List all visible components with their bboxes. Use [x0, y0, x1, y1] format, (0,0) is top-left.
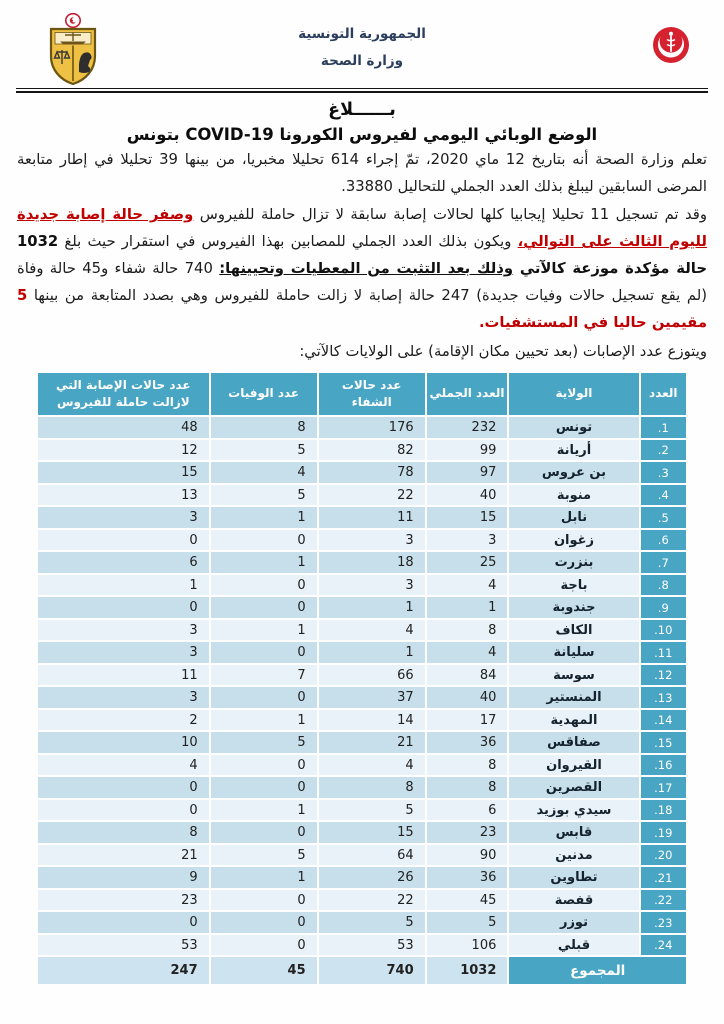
recovered-cases-cell: 176 — [319, 417, 425, 438]
recovered-cases-cell: 64 — [319, 845, 425, 866]
recovered-cases-cell: 5 — [319, 800, 425, 821]
deaths-cell: 8 — [211, 417, 317, 438]
row-index-cell: 21. — [641, 867, 686, 888]
table-row — [38, 530, 686, 551]
governorate-name-cell: تطاوين — [509, 867, 638, 888]
row-index-cell: 7. — [641, 552, 686, 573]
deaths-cell: 0 — [211, 755, 317, 776]
paragraph-distribution-intro — [17, 338, 707, 365]
deaths-cell: 4 — [211, 462, 317, 483]
deaths-cell: 5 — [211, 732, 317, 753]
cases-by-governorate-table — [36, 371, 688, 987]
total-cases-cell: 5 — [427, 912, 508, 933]
total-label-cell: المجموع — [509, 957, 686, 984]
total-cases-cell: 6 — [427, 800, 508, 821]
lab-tests-text: تعلم وزارة الصحة أنه بتاريخ 12 ماي 2020، تمّ إجراء 614 تحليلا مخبريا، من بينها 39 تحليلا في إطار متابعة المرضى السابقين ليبلغ بذلك العدد الجملي للتحاليل 33880. — [17, 151, 708, 196]
tunisia-coat-of-arms-icon — [44, 12, 102, 88]
table-row — [38, 845, 686, 866]
governorate-name-cell: زغوان — [509, 530, 638, 551]
active-carrier-cases-cell: 10 — [38, 732, 209, 753]
total-cases-cell: 17 — [427, 710, 508, 731]
row-index-cell: 10. — [641, 620, 686, 641]
total-cases-cell: 36 — [427, 732, 508, 753]
header-divider — [16, 88, 708, 93]
recovered-cases-cell: 26 — [319, 867, 425, 888]
total-cases-cell: 8 — [427, 755, 508, 776]
active-carrier-cases-cell: 13 — [38, 485, 209, 506]
table-row — [38, 620, 686, 641]
governorate-name-cell: القيروان — [509, 755, 638, 776]
recovered-cases-cell: 4 — [319, 620, 425, 641]
col-header-total: العدد الجملي — [427, 373, 508, 416]
total-cases-cell: 4 — [427, 575, 508, 596]
active-carrier-cases-cell: 4 — [38, 755, 209, 776]
governorate-name-cell: الكاف — [509, 620, 638, 641]
recovered-cases-cell: 3 — [319, 575, 425, 596]
recovered-cases-cell: 18 — [319, 552, 425, 573]
governorate-name-cell: صفاقس — [509, 732, 638, 753]
total-deaths-sum-cell: 45 — [211, 957, 317, 984]
deaths-cell: 1 — [211, 800, 317, 821]
recovered-cases-cell: 15 — [319, 822, 425, 843]
governorate-name-cell: قابس — [509, 822, 638, 843]
table-row — [38, 867, 686, 888]
row-index-cell: 15. — [641, 732, 686, 753]
col-header-active-carriers: عدد حالات الإصابة التي لازالت حاملة للفيروس — [38, 373, 209, 416]
recovered-cases-cell: 37 — [319, 687, 425, 708]
col-header-governorate: الولاية — [509, 373, 638, 416]
table-header-row — [38, 373, 686, 416]
recovered-cases-cell: 21 — [319, 732, 425, 753]
bulletin-body — [17, 146, 707, 365]
governorate-name-cell: سليانة — [509, 642, 638, 663]
table-row — [38, 552, 686, 573]
active-carrier-cases-cell: 3 — [38, 507, 209, 528]
paragraph-case-counts — [17, 201, 707, 336]
paragraph-lab-tests — [17, 146, 707, 200]
col-header-index: العدد — [641, 373, 686, 416]
total-cases-cell: 8 — [427, 620, 508, 641]
republic-title: الجمهورية التونسية — [298, 26, 426, 42]
deaths-cell: 0 — [211, 912, 317, 933]
active-carrier-cases-cell: 12 — [38, 440, 209, 461]
active-carrier-cases-cell: 11 — [38, 665, 209, 686]
table-row — [38, 912, 686, 933]
table-row — [38, 890, 686, 911]
active-carrier-cases-cell: 21 — [38, 845, 209, 866]
document-header — [0, 0, 724, 78]
recovered-cases-cell: 14 — [319, 710, 425, 731]
total-cases-cell: 3 — [427, 530, 508, 551]
deaths-cell: 1 — [211, 507, 317, 528]
governorate-name-cell: نابل — [509, 507, 638, 528]
governorate-name-cell: جندوبة — [509, 597, 638, 618]
table-row — [38, 800, 686, 821]
total-cases-cell: 84 — [427, 665, 508, 686]
governorate-name-cell: سوسة — [509, 665, 638, 686]
governorate-name-cell: منوبة — [509, 485, 638, 506]
governorate-name-cell: تونس — [509, 417, 638, 438]
deaths-cell: 0 — [211, 890, 317, 911]
total-cases-cell: 8 — [427, 777, 508, 798]
deaths-cell: 1 — [211, 867, 317, 888]
active-carrier-cases-cell: 9 — [38, 867, 209, 888]
col-header-recovered: عدد حالات الشفاء — [319, 373, 425, 416]
confirmed-total-highlight: 1032 حالة مؤكدة موزعة كالآتي — [17, 233, 707, 278]
active-carrier-cases-cell: 0 — [38, 800, 209, 821]
table-total-row — [38, 957, 686, 984]
row-index-cell: 16. — [641, 755, 686, 776]
row-index-cell: 13. — [641, 687, 686, 708]
governorate-name-cell: أريانة — [509, 440, 638, 461]
total-cases-cell: 97 — [427, 462, 508, 483]
row-index-cell: 19. — [641, 822, 686, 843]
hospitalized-highlight: 5 مقيمين حاليا في المستشفيات. — [17, 287, 707, 332]
active-carrier-cases-cell: 0 — [38, 597, 209, 618]
active-carrier-cases-cell: 15 — [38, 462, 209, 483]
row-index-cell: 9. — [641, 597, 686, 618]
governorate-name-cell: باجة — [509, 575, 638, 596]
active-carrier-cases-cell: 2 — [38, 710, 209, 731]
recovered-cases-cell: 22 — [319, 485, 425, 506]
bulletin-subtitle: الوضع الوبائي اليومي لفيروس الكورونا COVID-19 بتونس — [126, 125, 598, 144]
recovered-cases-cell: 82 — [319, 440, 425, 461]
governorate-name-cell: بنزرت — [509, 552, 638, 573]
health-ministry-logo-icon — [652, 26, 690, 64]
table-row — [38, 710, 686, 731]
total-cases-cell: 45 — [427, 890, 508, 911]
row-index-cell: 4. — [641, 485, 686, 506]
recovered-cases-cell: 66 — [319, 665, 425, 686]
total-cases-cell: 99 — [427, 440, 508, 461]
governorate-name-cell: القصرين — [509, 777, 638, 798]
recovered-cases-cell: 4 — [319, 755, 425, 776]
governorate-name-cell: سيدي بوزيد — [509, 800, 638, 821]
deaths-cell: 5 — [211, 845, 317, 866]
recovered-cases-cell: 78 — [319, 462, 425, 483]
table-row — [38, 732, 686, 753]
bulletin-title: بــــــلاغ — [328, 100, 396, 120]
row-index-cell: 8. — [641, 575, 686, 596]
governorate-name-cell: المهدية — [509, 710, 638, 731]
active-carrier-cases-cell: 3 — [38, 687, 209, 708]
total-active-sum-cell: 247 — [38, 957, 209, 984]
deaths-cell: 5 — [211, 440, 317, 461]
cases-table-container — [36, 371, 688, 987]
active-carrier-cases-cell: 0 — [38, 912, 209, 933]
deaths-cell: 0 — [211, 642, 317, 663]
table-row — [38, 507, 686, 528]
total-cases-cell: 40 — [427, 485, 508, 506]
row-index-cell: 11. — [641, 642, 686, 663]
table-row — [38, 777, 686, 798]
deaths-cell: 0 — [211, 935, 317, 956]
governorate-name-cell: المنستير — [509, 687, 638, 708]
table-row — [38, 935, 686, 956]
table-row — [38, 417, 686, 438]
recovered-cases-cell: 3 — [319, 530, 425, 551]
case-counts-text-3: 740 حالة شفاء و45 حالة وفاة (لم يقع تسجيل حالات وفيات جديدة) 247 حالة إصابة لا زالت حاملة للفيروس وهي بصدد المتابعة من بينها — [17, 260, 707, 305]
total-cases-cell: 25 — [427, 552, 508, 573]
deaths-cell: 1 — [211, 620, 317, 641]
deaths-cell: 0 — [211, 777, 317, 798]
active-carrier-cases-cell: 23 — [38, 890, 209, 911]
row-index-cell: 20. — [641, 845, 686, 866]
deaths-cell: 0 — [211, 822, 317, 843]
row-index-cell: 2. — [641, 440, 686, 461]
table-row — [38, 665, 686, 686]
case-counts-text-2: ويكون بذلك العدد الجملي للمصابين بهذا الفيروس في استقرار حيث بلغ — [58, 233, 518, 251]
deaths-cell: 1 — [211, 710, 317, 731]
recovered-cases-cell: 8 — [319, 777, 425, 798]
governorate-name-cell: قبلي — [509, 935, 638, 956]
deaths-cell: 7 — [211, 665, 317, 686]
total-cases-cell: 15 — [427, 507, 508, 528]
deaths-cell: 0 — [211, 575, 317, 596]
table-row — [38, 440, 686, 461]
deaths-cell: 0 — [211, 597, 317, 618]
row-index-cell: 23. — [641, 912, 686, 933]
case-counts-text: وقد تم تسجيل 11 تحليلا إيجابيا كلها لحالات إصابة سابقة لا تزال حاملة للفيروس — [193, 206, 708, 224]
row-index-cell: 14. — [641, 710, 686, 731]
data-verified-highlight: وذلك بعد التثبت من المعطيات وتحيينها: — [219, 260, 514, 278]
deaths-cell: 0 — [211, 530, 317, 551]
active-carrier-cases-cell: 8 — [38, 822, 209, 843]
total-cases-cell: 40 — [427, 687, 508, 708]
total-cases-cell: 232 — [427, 417, 508, 438]
total-cases-cell: 90 — [427, 845, 508, 866]
recovered-cases-cell: 11 — [319, 507, 425, 528]
governorate-name-cell: توزر — [509, 912, 638, 933]
recovered-cases-cell: 22 — [319, 890, 425, 911]
active-carrier-cases-cell: 48 — [38, 417, 209, 438]
ministry-title: وزارة الصحة — [320, 53, 404, 69]
row-index-cell: 12. — [641, 665, 686, 686]
row-index-cell: 17. — [641, 777, 686, 798]
active-carrier-cases-cell: 0 — [38, 530, 209, 551]
zero-new-cases-highlight: وصفر حالة إصابة جديدة لليوم الثالث على التوالي، — [17, 206, 707, 251]
governorate-name-cell: مدنين — [509, 845, 638, 866]
table-row — [38, 642, 686, 663]
table-row — [38, 485, 686, 506]
table-row — [38, 575, 686, 596]
deaths-cell: 0 — [211, 687, 317, 708]
recovered-cases-cell: 53 — [319, 935, 425, 956]
total-cases-cell: 4 — [427, 642, 508, 663]
active-carrier-cases-cell: 3 — [38, 620, 209, 641]
row-index-cell: 1. — [641, 417, 686, 438]
row-index-cell: 22. — [641, 890, 686, 911]
active-carrier-cases-cell: 6 — [38, 552, 209, 573]
total-cases-sum-cell: 1032 — [427, 957, 508, 984]
row-index-cell: 5. — [641, 507, 686, 528]
active-carrier-cases-cell: 1 — [38, 575, 209, 596]
governorate-name-cell: بن عروس — [509, 462, 638, 483]
active-carrier-cases-cell: 3 — [38, 642, 209, 663]
active-carrier-cases-cell: 53 — [38, 935, 209, 956]
total-recovered-sum-cell: 740 — [319, 957, 425, 984]
row-index-cell: 6. — [641, 530, 686, 551]
recovered-cases-cell: 5 — [319, 912, 425, 933]
row-index-cell: 3. — [641, 462, 686, 483]
row-index-cell: 24. — [641, 935, 686, 956]
deaths-cell: 1 — [211, 552, 317, 573]
total-cases-cell: 23 — [427, 822, 508, 843]
row-index-cell: 18. — [641, 800, 686, 821]
total-cases-cell: 36 — [427, 867, 508, 888]
table-row — [38, 755, 686, 776]
total-cases-cell: 106 — [427, 935, 508, 956]
recovered-cases-cell: 1 — [319, 642, 425, 663]
col-header-deaths: عدد الوفيات — [211, 373, 317, 416]
table-row — [38, 597, 686, 618]
recovered-cases-cell: 1 — [319, 597, 425, 618]
total-cases-cell: 1 — [427, 597, 508, 618]
table-row — [38, 462, 686, 483]
governorate-name-cell: قفصة — [509, 890, 638, 911]
active-carrier-cases-cell: 0 — [38, 777, 209, 798]
distribution-intro-text: ويتوزع عدد الإصابات (بعد تحيين مكان الإقامة) على الولايات كالآتي: — [299, 342, 707, 360]
government-titles — [0, 0, 724, 69]
table-row — [38, 687, 686, 708]
deaths-cell: 5 — [211, 485, 317, 506]
table-row — [38, 822, 686, 843]
